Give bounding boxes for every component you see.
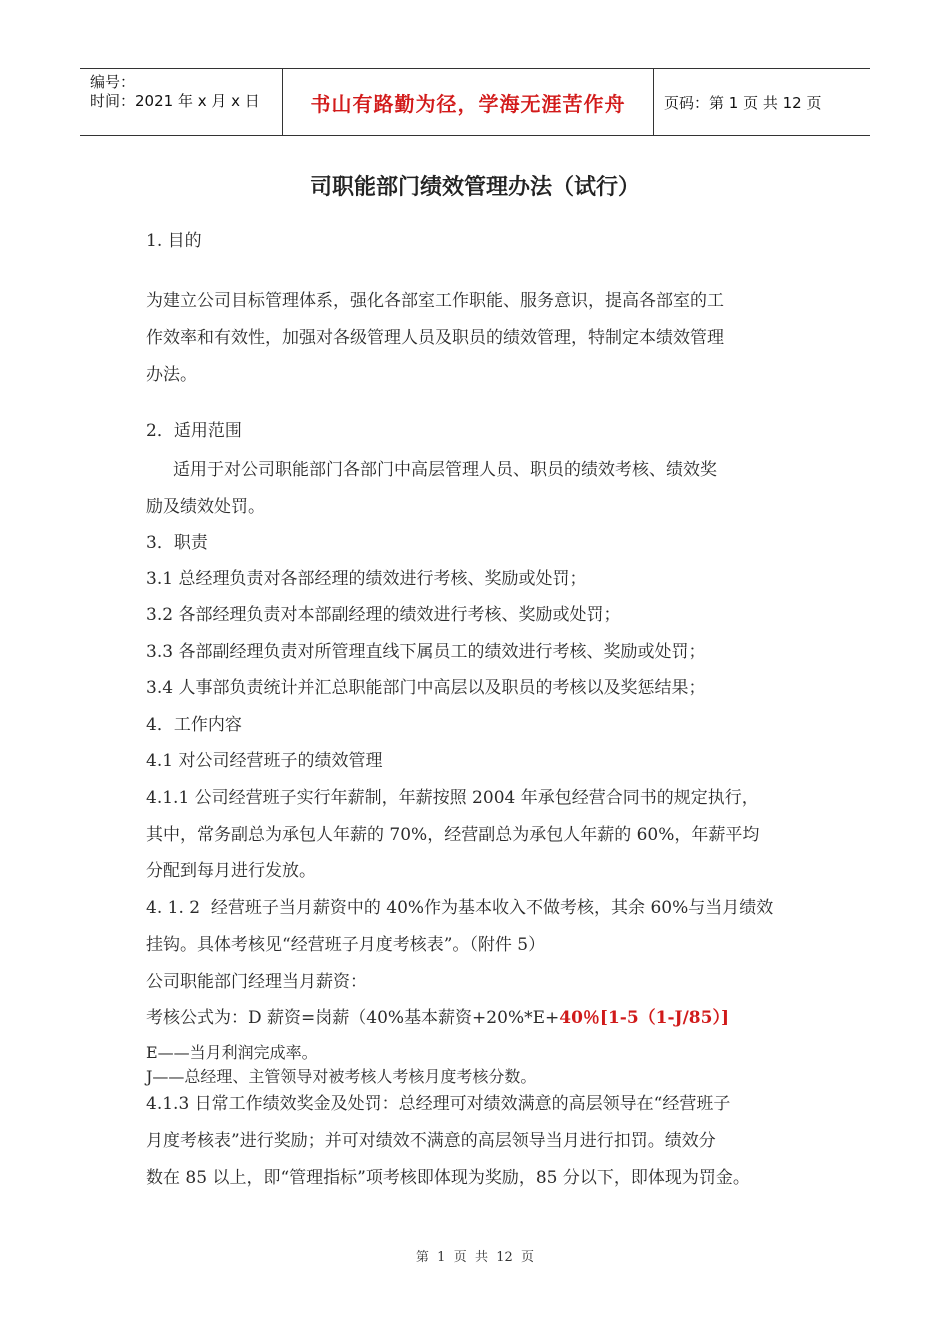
body-line: 公司职能部门经理当月薪资： bbox=[146, 972, 367, 992]
body-line: 办法。 bbox=[146, 365, 197, 385]
section-heading-scope: 2．适用范围 bbox=[146, 421, 242, 441]
section-heading-duties: 3．职责 bbox=[146, 533, 208, 553]
body-line: 3.1 总经理负责对各部经理的绩效进行考核、奖励或处罚； bbox=[146, 569, 587, 589]
section-heading-work: 4．工作内容 bbox=[146, 715, 242, 735]
body-line: 月度考核表”进行奖励；并可对绩效不满意的高层领导当月进行扣罚。绩效分 bbox=[146, 1131, 716, 1151]
body-line: J——总经理、主管领导对被考核人考核月度考核分数。 bbox=[146, 1067, 537, 1086]
body-line: 励及绩效处罚。 bbox=[146, 497, 265, 517]
body-line: 为建立公司目标管理体系，强化各部室工作职能、服务意识，提高各部室的工 bbox=[146, 291, 724, 311]
body-line: 4.1.3 日常工作绩效奖金及处罚：总经理可对绩效满意的高层领导在“经营班子 bbox=[146, 1094, 731, 1114]
formula-line bbox=[146, 1003, 729, 1028]
document-title: 司职能部门绩效管理办法（试行） bbox=[309, 175, 640, 200]
body-line: 分配到每月进行发放。 bbox=[146, 861, 316, 881]
document-number-label: 编号： bbox=[90, 73, 136, 91]
body-line: 作效率和有效性，加强对各级管理人员及职员的绩效管理，特制定本绩效管理 bbox=[146, 328, 724, 348]
body-line: 挂钩。具体考核见“经营班子月度考核表”。（附件 5） bbox=[146, 935, 546, 955]
page-footer: 第 1 页 共 12 页 bbox=[415, 1250, 535, 1265]
body-line: 适用于对公司职能部门各部门中高层管理人员、职员的绩效考核、绩效奖 bbox=[146, 460, 718, 480]
formula-prefix: 考核公式为：D 薪资=岗薪（40%基本薪资+20%*E+ bbox=[146, 1008, 560, 1028]
formula-highlight: 40％[1-5（1-J/85）] bbox=[559, 1008, 730, 1028]
body-line: 4.1 对公司经营班子的绩效管理 bbox=[146, 751, 383, 771]
header-motto: 书山有路勤为径，学海无涯苦作舟 bbox=[282, 69, 654, 135]
document-header bbox=[80, 68, 870, 136]
body-line: 3.4 人事部负责统计并汇总职能部门中高层以及职员的考核以及奖惩结果； bbox=[146, 678, 706, 698]
body-line: 3.3 各部副经理负责对所管理直线下属员工的绩效进行考核、奖励或处罚； bbox=[146, 642, 706, 662]
body-line: 4. 1. 2 经营班子当月薪资中的 40%作为基本收入不做考核，其余 60%与当月绩效 bbox=[146, 898, 774, 918]
document-date-label: 时间：2021 年 x 月 x 日 bbox=[90, 92, 260, 110]
body-line: 3.2 各部经理负责对本部副经理的绩效进行考核、奖励或处罚； bbox=[146, 605, 621, 625]
body-line: 数在 85 以上，即“管理指标”项考核即体现为奖励，85 分以下，即体现为罚金。 bbox=[146, 1168, 750, 1188]
header-meta bbox=[80, 69, 282, 135]
body-line: 其中，常务副总为承包人年薪的 70%，经营副总为承包人年薪的 60%，年薪平均 bbox=[146, 825, 760, 845]
header-page-info: 页码：第 1 页 共 12 页 bbox=[664, 93, 822, 112]
section-heading-purpose: 1. 目的 bbox=[146, 231, 202, 251]
body-line: E——当月利润完成率。 bbox=[146, 1043, 318, 1062]
body-line: 4.1.1 公司经营班子实行年薪制，年薪按照 2004 年承包经营合同书的规定执行， bbox=[146, 788, 759, 808]
